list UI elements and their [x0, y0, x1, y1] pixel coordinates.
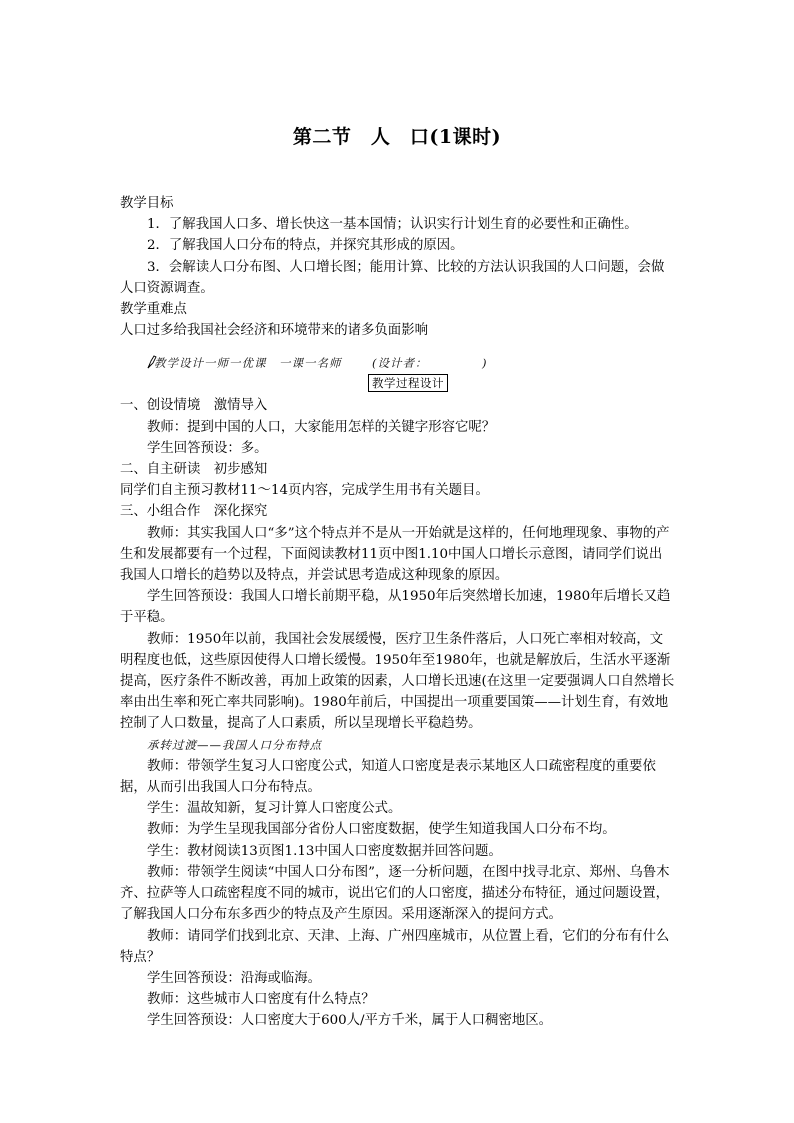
designer-label: (设计者：: [372, 356, 428, 371]
paragraph: 教师：带领学生阅读“中国人口分布图”，逐一分析问题，在图中找寻北京、郑州、乌鲁木齐、拉萨等人口疏密程度不同的城市，说出它们的人口密度，描述分布特征，通过问题设置，了解我国人口分布东多西少的特点及产生原因。采用逐渐深入的提问方式。: [120, 864, 670, 923]
paragraph: 教师：这些城市人口密度有什么特点？: [147, 992, 375, 1008]
section-heading: 三、小组合作 深化探究: [120, 504, 268, 520]
paragraph: 教师：提到中国的人口，大家能用怎样的关键字形容它呢？: [147, 419, 496, 435]
paragraph: 教师：1950年以前，我国社会发展缓慢，医疗卫生条件落后，人口死亡率相对较高，文明程度也低，这些原因使得人口增长缓慢。1950年至1980年，也就是解放后，生活水平逐渐提高，医疗条件不断改善，再加上政策的因素，人口增长迅速(在这里一定要强调人口自然增长率由出生率和死亡率共同影响)。1980年前后，中国提出一项重要国策——计划生育，有效地控制了人口数量，提高了人口素质，所以呈现增长平稳趋势。: [120, 631, 675, 732]
section-heading: 一、创设情境 激情导入: [120, 398, 268, 414]
paragraph: 学生：教材阅读13页图1.13中国人口密度数据并回答问题。: [147, 843, 502, 859]
objective-item: 3．会解读人口分布图、人口增长图；能用计算、比较的方法认识我国的人口问题，会做人口资源调查。: [120, 259, 665, 296]
page-title: 第二节 人 口(1课时): [292, 126, 502, 148]
paragraph: 学生回答预设：多。: [147, 440, 268, 456]
process-label-row: [120, 373, 675, 395]
transition-note: 承转过渡——我国人口分布特点: [147, 737, 322, 752]
paragraph: 教师：为学生呈现我国部分省份人口密度数据，使学生知道我国人口分布不均。: [147, 822, 616, 838]
paragraph: 学生回答预设：我国人口增长前期平稳，从1950年后突然增长加速，1980年后增长又趋于平稳。: [120, 589, 671, 626]
paragraph: 教师：带领学生复习人口密度公式，知道人口密度是表示某地区人口疏密程度的重要依据，从而引出我国人口分布特点。: [120, 758, 656, 796]
paragraph: 学生回答预设：沿海或临海。: [147, 970, 322, 986]
objective-item: 1．了解我国人口多、增长快这一基本国情；认识实行计划生育的必要性和正确性。: [147, 217, 638, 233]
design-credit-line: [120, 352, 675, 373]
lesson-content: [120, 193, 675, 1032]
key-points-heading: 教学重难点: [120, 302, 187, 318]
design-label: 教学设计一师一优课 一课一名师: [154, 356, 342, 371]
paragraph: 教师：请同学们找到北京、天津、上海、广州四座城市，从位置上看，它们的分布有什么特点？: [120, 928, 670, 965]
paragraph: 教师：其实我国人口“多”这个特点并不是从一开始就是这样的，任何地理现象、事物的产生和发展都要有一个过程，下面阅读教材11页中图1.10中国人口增长示意图，请同学们说出我国人口增长的趋势以及特点，并尝试思考造成这种现象的原因。: [120, 525, 670, 584]
process-design-label: 教学过程设计: [368, 374, 448, 392]
section-heading: 二、自主研读 初步感知: [120, 462, 268, 478]
paragraph: 学生回答预设：人口密度大于600人/平方千米，属于人口稠密地区。: [147, 1013, 553, 1029]
objective-item: 2．了解我国人口分布的特点，并探究其形成的原因。: [147, 238, 464, 254]
paragraph: 学生：温故知新，复习计算人口密度公式。: [147, 801, 402, 817]
paragraph: 同学们自主预习教材11～14页内容，完成学生用书有关题目。: [120, 483, 489, 499]
designer-close: ): [482, 356, 488, 371]
objectives-heading: 教学目标: [120, 196, 174, 211]
key-points-text: 人口过多给我国社会经济和环境带来的诸多负面影响: [120, 323, 428, 339]
